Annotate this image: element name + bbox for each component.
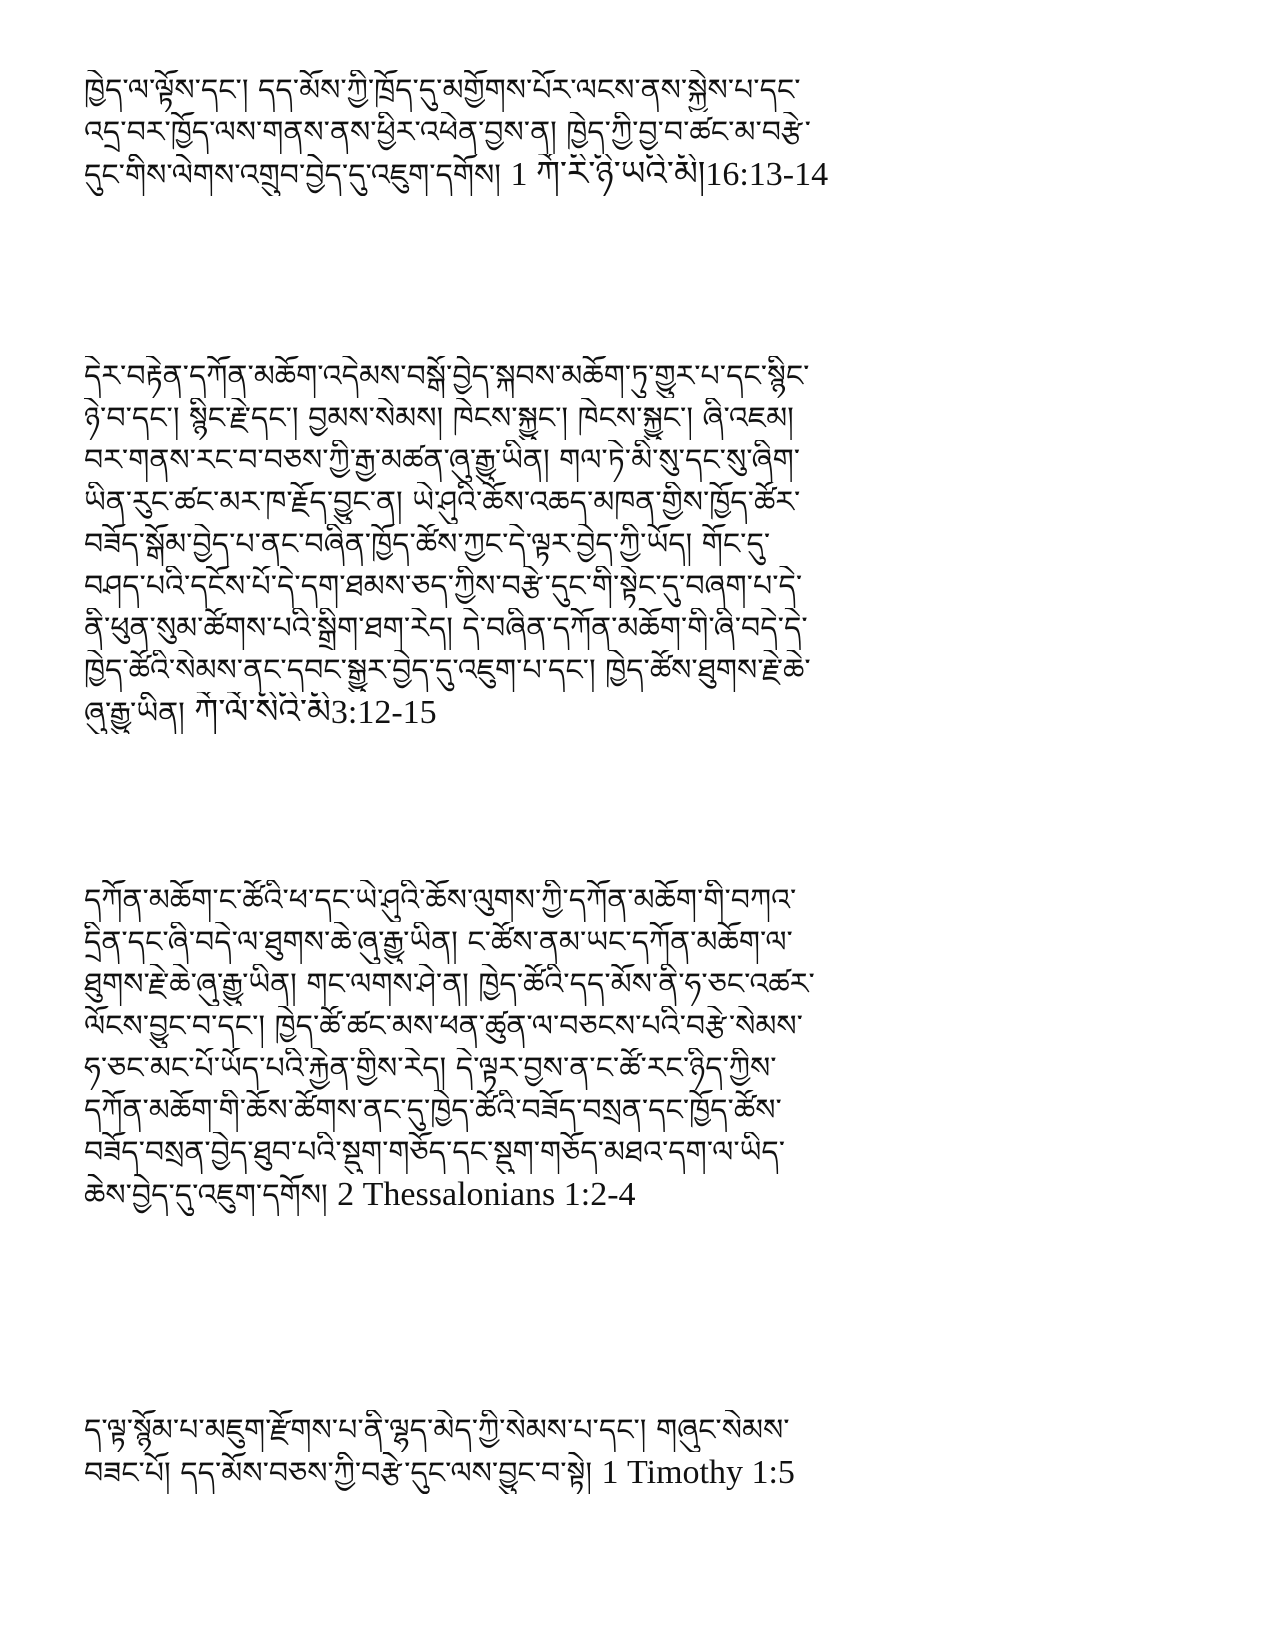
passage-line-with-reference xyxy=(84,154,1194,196)
passage-line: དེར་བརྟེན་དཀོན་མཆོག་འདེམས་བསྒོ་བྱེད་སྐབས་མཆོག་ཏུ་གྱུར་པ་དང་སྙིང་ xyxy=(84,359,810,394)
passage-line-with-reference xyxy=(84,1174,1194,1216)
passage-line: ཐུགས་རྗེ་ཆེ་ཞུ་རྒྱུ་ཡིན། གང་ལགས་ཤེ་ན། ཁྱེད་ཚོའི་དད་མོས་ནི་ཧ་ཅང་འཚར་ xyxy=(84,967,815,1002)
passage-line-with-reference xyxy=(84,692,1194,734)
passage-text: ཞུ་རྒྱུ་ཡིན། xyxy=(84,696,185,731)
verse-reference: 2 Thessalonians 1:2-4 xyxy=(337,1176,636,1213)
passage-4 xyxy=(84,1410,1194,1494)
verse-reference: 1 Timothy 1:5 xyxy=(601,1454,795,1491)
passage-line: ཡིན་རུང་ཚང་མར་ཁ་རྗོད་བྱུང་ན། ཡེ་ཤུའི་ཆོས་འཆད་མཁན་གྱིས་ཁྱོད་ཚོར་ xyxy=(84,485,801,520)
verse-reference: ཀོ་ལོ་སིའི་མི3:12-15 xyxy=(194,694,437,731)
passage-line: ད་ལྟ་སྙོམ་པ་མཇུག་རྫོགས་པ་ནི་ལྷད་མེད་ཀྱི་སེམས་པ་དང་། གཞུང་སེམས་ xyxy=(84,1413,790,1448)
passage-line: བཟོད་སྒོམ་བྱེད་པ་ནང་བཞིན་ཁྱོད་ཚོས་ཀྱང་དེ་ལྟར་བྱེད་ཀྱི་ཡོད། གོང་དུ་ xyxy=(84,527,771,562)
passage-line: ཁྱེད་ལ་ལྟོས་དང་། དད་མོས་ཀྱི་ཁྲོད་དུ་མགྱོགས་པོར་ལངས་ནས་སྐྱེས་པ་དང་ xyxy=(84,73,801,108)
passage-line: འདྲ་བར་ཁྱོད་ལས་གནས་ནས་ཕྱིར་འཕེན་བྱས་ན། ཁྱེད་ཀྱི་བྱ་བ་ཚང་མ་བརྩེ་ xyxy=(84,115,811,150)
passage-line: བཤད་པའི་དངོས་པོ་དེ་དག་ཐམས་ཅད་ཀྱིས་བརྩེ་དུང་གི་སྟེང་དུ་བཞག་པ་དེ་ xyxy=(84,569,803,604)
passage-line: དྲིན་དང་ཞི་བདེ་ལ་ཐུགས་ཆེ་ཞུ་རྒྱུ་ཡིན། ང་ཚོས་ནམ་ཡང་དཀོན་མཆོག་ལ་ xyxy=(84,925,793,960)
passage-line-with-reference xyxy=(84,1452,1194,1494)
passage-3 xyxy=(84,880,1194,1216)
passage-line: ཉེ་བ་དང་། སྙིང་རྗེ་དང་། བྱམས་སེམས། ཁེངས་སྐྱུང་། ཁེངས་སྐྱུང་། ཞི་འཇམ། xyxy=(84,401,794,436)
passage-text: དུང་གིས་ལེགས་འགྲུབ་བྱེད་དུ་འཇུག་དགོས། xyxy=(84,158,501,193)
passage-line: ཧ་ཅང་མང་པོ་ཡོད་པའི་རྐྱེན་གྱིས་རེད། དེ་ལྟར་བྱས་ན་ང་ཚོ་རང་ཉིད་ཀྱིས་ xyxy=(84,1051,777,1086)
passage-line: དཀོན་མཆོག་གི་ཆོས་ཚོགས་ནང་དུ་ཁྱེད་ཚོའི་བཟོད་བསྲན་དང་ཁྱོད་ཚོས་ xyxy=(84,1093,782,1128)
passage-line: ནི་ཕུན་སུམ་ཚོགས་པའི་སྒྲིག་ཐག་རེད། དེ་བཞིན་དཀོན་མཆོག་གི་ཞི་བདེ་དེ་ xyxy=(84,611,808,646)
passage-line: དཀོན་མཆོག་ང་ཚོའི་ཕ་དང་ཡེ་ཤུའི་ཆོས་ལུགས་ཀྱི་དཀོན་མཆོག་གི་བཀའ་ xyxy=(84,883,797,918)
passage-1 xyxy=(84,70,1194,196)
passage-text: ཆེས་བྱེད་དུ་འཇུག་དགོས། xyxy=(84,1178,328,1213)
verse-reference: 1 ཀོ་རི་ཉི་ཡའི་མི།16:13-14 xyxy=(510,156,829,193)
passage-line: ལོངས་བྱུང་བ་དང་། ཁྱེད་ཚོ་ཚང་མས་ཕན་ཚུན་ལ་བཅངས་པའི་བརྩེ་སེམས་ xyxy=(84,1009,803,1044)
passage-line: ཁྱེད་ཚོའི་སེམས་ནང་དབང་སྒྱུར་བྱེད་དུ་འཇུག་པ་དང་། ཁྱེད་ཚོས་ཐུགས་རྗེ་ཆེ་ xyxy=(84,653,811,688)
passage-line: བཟོད་བསྲན་བྱེད་ཐུབ་པའི་སྡུག་གཅོད་དང་སྡུག་གཅོད་མཐའ་དག་ལ་ཡིད་ xyxy=(84,1135,786,1170)
passage-line: བར་གནས་རང་བ་བཅས་ཀྱི་རྒྱ་མཚན་ཞུ་རྒྱུ་ཡིན། གལ་ཏེ་མི་སུ་དང་སུ་ཞིག་ xyxy=(84,443,801,478)
passage-2 xyxy=(84,356,1194,734)
passage-text: བཟང་པོ། དད་མོས་བཅས་ཀྱི་བརྩེ་དུང་ལས་བྱུང་བ་སྟེ། xyxy=(84,1456,592,1491)
